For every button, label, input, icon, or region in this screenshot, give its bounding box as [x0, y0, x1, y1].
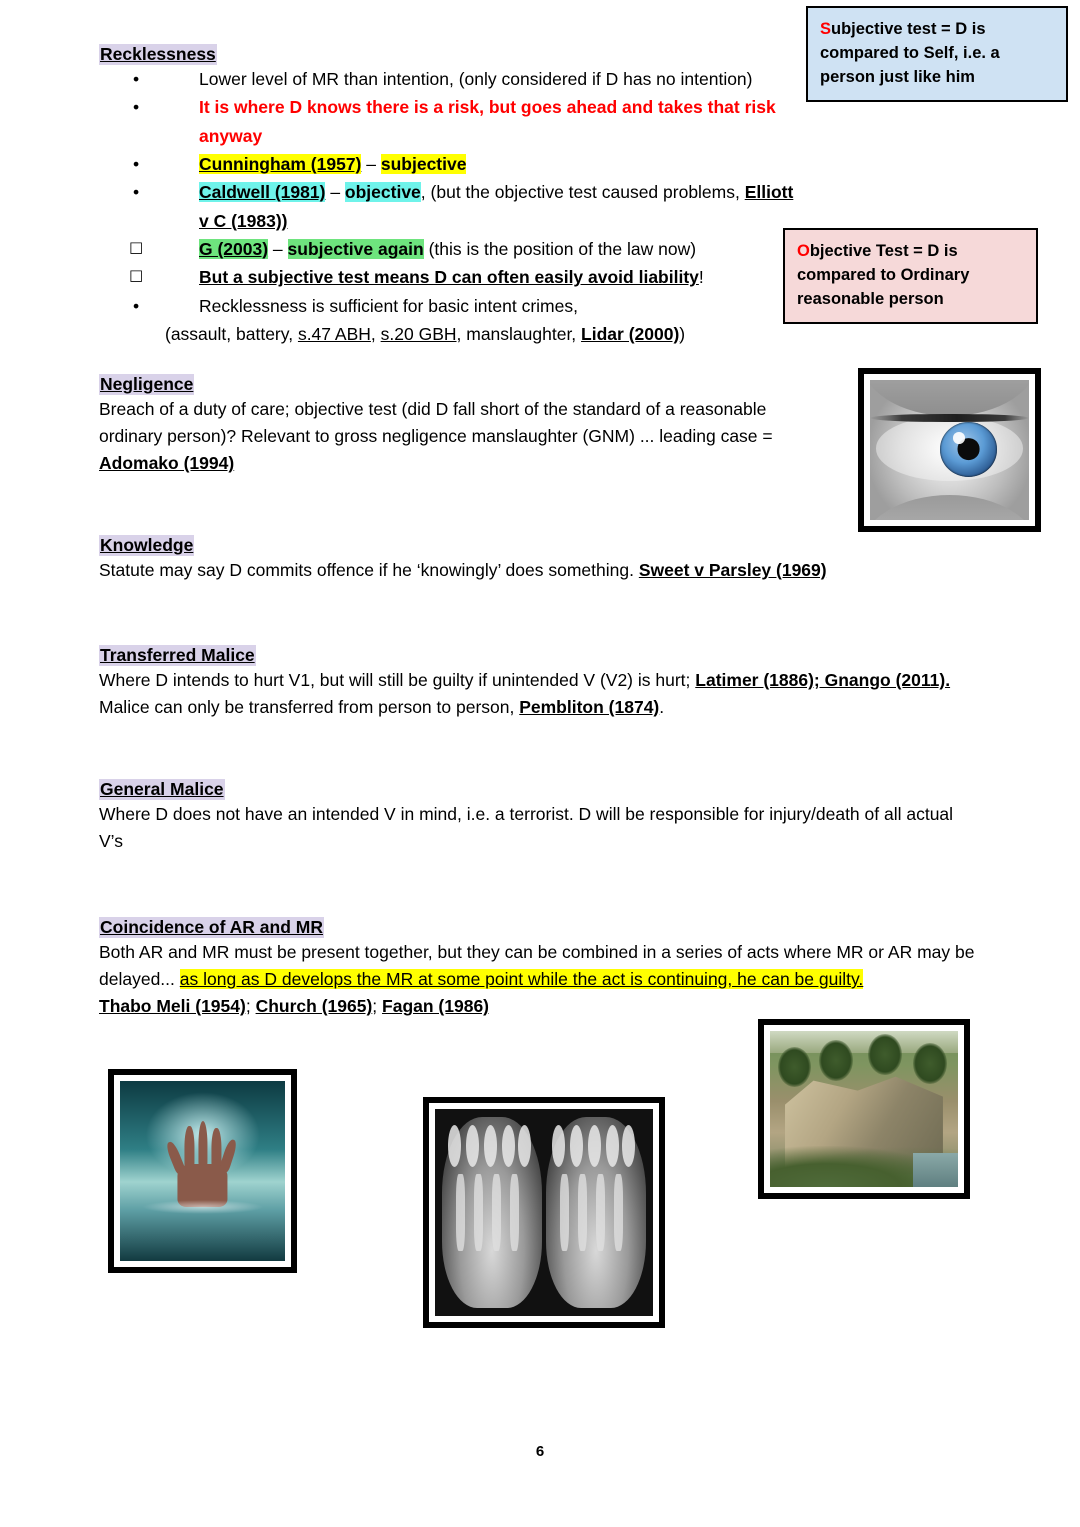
- coincidence-heading: Coincidence of AR and MR: [100, 917, 323, 937]
- bullet-text-bold: But a subjective test means D can often easily avoid liability: [199, 267, 699, 288]
- list-item: [99, 235, 799, 263]
- toe: [606, 1125, 619, 1167]
- toe: [466, 1125, 479, 1167]
- tm-body-end: .: [659, 697, 665, 718]
- knowledge-body-text: Statute may say D commits offence if he ‘knowingly’ does something.: [99, 560, 639, 580]
- case-cunningham: Cunningham (1957): [199, 154, 362, 175]
- transferred-malice-heading: Transferred Malice: [100, 645, 255, 665]
- tree: [913, 1043, 947, 1084]
- list-item: [99, 263, 799, 291]
- subjective-test-callout: [806, 6, 1068, 102]
- water-ripple: [141, 1200, 263, 1214]
- cliff-photo-inner: [770, 1031, 958, 1187]
- cliff-photo: [758, 1019, 970, 1199]
- list-item: [99, 150, 799, 178]
- general-malice-body: Where D does not have an intended V in mind, i.e. a terrorist. D will be responsible for injury/death of all actual V’s: [99, 804, 954, 852]
- hand-in-water-photo: [108, 1069, 297, 1273]
- bullet-marker-square: □: [129, 238, 144, 257]
- list-item: [99, 93, 799, 150]
- knowledge-body: [99, 557, 979, 584]
- general-malice-heading: General Malice: [100, 779, 224, 799]
- knowledge-heading: Knowledge: [100, 535, 194, 555]
- recklessness-continuation: [99, 320, 799, 348]
- case-fagan: Fagan (1986): [382, 996, 489, 1017]
- foot-xray-photo: [423, 1097, 665, 1328]
- case-thabo-meli: Thabo Meli (1954): [99, 996, 246, 1017]
- case-latimer-gnango: Latimer (1886); Gnango (2011).: [695, 670, 951, 690]
- subjective-callout-lead: S: [820, 20, 832, 38]
- bullet-text-red: It is where D knows there is a risk, but goes ahead and takes that risk anyway: [199, 97, 776, 146]
- list-item: [99, 65, 799, 93]
- bullet-text: , (but the objective test caused problems,: [420, 182, 745, 203]
- objective-callout-lead: O: [797, 242, 810, 260]
- tag-subjective-again: subjective again: [287, 239, 424, 260]
- toe: [622, 1125, 635, 1167]
- bullet-marker: •: [133, 182, 140, 203]
- cont-mid1: ,: [370, 324, 381, 345]
- bullet-suffix: !: [698, 267, 704, 288]
- toe: [448, 1125, 461, 1167]
- metatarsal: [456, 1174, 465, 1250]
- xray-right-foot: [546, 1117, 646, 1307]
- case-s20-gbh: s.20 GBH: [380, 324, 457, 345]
- metatarsal: [614, 1174, 623, 1250]
- case-sweet-v-parsley: Sweet v Parsley (1969): [638, 560, 827, 580]
- cont-mid2: , manslaughter,: [456, 324, 582, 345]
- negligence-heading: Negligence: [100, 374, 194, 394]
- sep: ;: [372, 996, 383, 1017]
- case-s47-abh: s.47 ABH: [297, 324, 371, 345]
- toe: [570, 1125, 583, 1167]
- coincidence-body-text: Both AR and MR must be present together, but they can be combined in a series of acts where MR or AR may be delayed...: [99, 942, 975, 990]
- water-graphic: [120, 1081, 285, 1261]
- bullet-text: (this is the position of the law now): [423, 239, 697, 260]
- bullet-text: Lower level of MR than intention, (only considered if D has no intention): [199, 69, 753, 89]
- bullet-marker: •: [133, 97, 140, 118]
- tree: [819, 1040, 853, 1081]
- coincidence-section: [99, 917, 984, 1020]
- bullet-marker: •: [133, 69, 140, 89]
- eye-photo: [858, 368, 1041, 532]
- negligence-section: [99, 374, 799, 477]
- cont-pre: (assault, battery,: [165, 324, 298, 345]
- hand-graphic: [158, 1124, 247, 1207]
- dash: –: [325, 182, 345, 203]
- tm-body-mid: Malice can only be transferred from person to person,: [99, 697, 520, 718]
- negligence-body-text: Breach of a duty of care; objective test (did D fall short of the standard of a reasonable ordinary person)? Relevant to gross negligence manslaughter (GNM) ... leading case =: [99, 399, 773, 447]
- eye-photo-inner: [870, 380, 1029, 520]
- tm-body-text: Where D intends to hurt V1, but will still be guilty if unintended V (V2) is hurt;: [99, 670, 696, 690]
- toe: [484, 1125, 497, 1167]
- coincidence-cases: [99, 993, 984, 1020]
- cliff-graphic: [770, 1031, 958, 1187]
- case-pembliton: Pembliton (1874): [519, 697, 660, 718]
- xray-photo-inner: [435, 1109, 653, 1316]
- xray-graphic: [435, 1109, 653, 1316]
- sea: [913, 1153, 958, 1187]
- bullet-marker-square: □: [129, 266, 144, 285]
- hand-photo-inner: [120, 1081, 285, 1261]
- case-lidar: Lidar (2000): [581, 324, 680, 345]
- coincidence-body: [99, 939, 984, 993]
- recklessness-section: [99, 44, 799, 348]
- bullet-text: Recklessness is sufficient for basic intent crimes,: [199, 295, 578, 316]
- toe: [552, 1125, 565, 1167]
- eye-iris: [940, 422, 997, 477]
- toe: [588, 1125, 601, 1167]
- knowledge-section: [99, 535, 979, 584]
- eye-upper-lid: [870, 380, 1029, 416]
- case-caldwell: Caldwell (1981): [199, 182, 326, 203]
- cont-post: ): [679, 324, 686, 345]
- tag-subjective: subjective: [380, 154, 467, 175]
- eye-lashes: [870, 414, 1029, 422]
- negligence-body: [99, 396, 799, 477]
- tree: [868, 1034, 902, 1075]
- objective-callout-text: bjective Test = D is compared to Ordinary reasonable person: [797, 242, 970, 308]
- metatarsal: [474, 1174, 483, 1250]
- metatarsal: [492, 1174, 501, 1250]
- coincidence-highlight: as long as D develops the MR at some point while the act is continuing, he can be guilty.: [179, 969, 864, 990]
- metatarsal: [578, 1174, 587, 1250]
- general-malice-section: [99, 779, 979, 855]
- list-item: [99, 292, 799, 320]
- transferred-malice-body: [99, 667, 979, 721]
- metatarsal: [510, 1174, 519, 1250]
- dash: –: [268, 239, 288, 260]
- eye-glint: [953, 432, 966, 444]
- recklessness-heading: Recklessness: [100, 44, 216, 64]
- dash: –: [361, 154, 381, 175]
- transferred-malice-section: [99, 645, 979, 721]
- bullet-marker: •: [133, 295, 140, 316]
- recklessness-bullet-list: [99, 65, 799, 320]
- eye-lower-lid: [870, 495, 1029, 520]
- case-church: Church (1965): [255, 996, 373, 1017]
- tree: [778, 1047, 812, 1088]
- toe: [502, 1125, 515, 1167]
- sep: ;: [245, 996, 256, 1017]
- metatarsal: [596, 1174, 605, 1250]
- list-item: [99, 178, 799, 235]
- case-g-2003: G (2003): [199, 239, 269, 260]
- tag-objective: objective: [344, 182, 421, 203]
- metatarsal: [560, 1174, 569, 1250]
- objective-test-callout: [783, 228, 1038, 324]
- bullet-marker: •: [133, 154, 140, 175]
- toe: [518, 1125, 531, 1167]
- eye-graphic: [870, 380, 1029, 520]
- xray-left-foot: [442, 1117, 542, 1307]
- case-adomako: Adomako (1994): [99, 453, 235, 474]
- case-elliott-v-c: Elliott v C (1983)): [199, 182, 794, 231]
- subjective-callout-text: ubjective test = D is compared to Self, i.e. a person just like him: [820, 20, 1000, 86]
- page-number: 6: [535, 1443, 545, 1460]
